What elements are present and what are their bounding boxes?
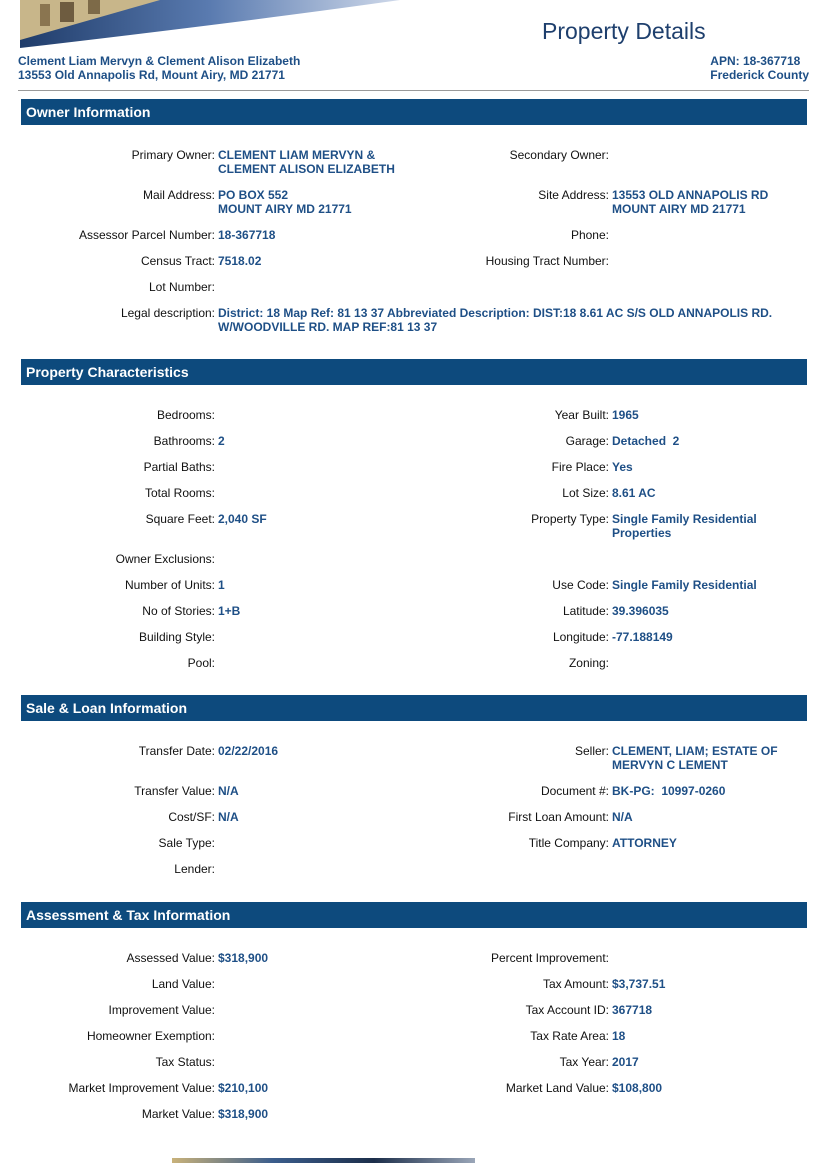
percent-improvement-label: Percent Improvement:	[490, 951, 609, 965]
seller-value	[612, 744, 778, 772]
transfer-value-value: N/A	[218, 784, 239, 798]
latitude-value: 39.396035	[612, 604, 669, 618]
section-header-property: Property Characteristics	[21, 359, 807, 385]
header-divider	[18, 90, 809, 91]
cost-sf-label: Cost/SF:	[168, 810, 215, 824]
site-address-label: Site Address:	[538, 188, 609, 202]
seller-label: Seller:	[574, 744, 609, 758]
site-address-line-1: 13553 OLD ANNAPOLIS RD	[612, 188, 769, 202]
legal-description-line-1: District: 18 Map Ref: 81 13 37 Abbreviated Description: DIST:18 8.61 AC S/S OLD ANNAPOLIS RD.	[218, 306, 773, 320]
fireplace-value: Yes	[612, 460, 633, 474]
title-company-label: Title Company:	[528, 836, 609, 850]
units-value: 1	[218, 578, 225, 592]
square-feet-label: Square Feet:	[145, 512, 215, 526]
longitude-value: -77.188149	[612, 630, 673, 644]
units-label: Number of Units:	[124, 578, 215, 592]
mail-address-value	[218, 188, 352, 216]
legal-description-value	[218, 306, 798, 334]
site-address-line-2: MOUNT AIRY MD 21771	[612, 202, 746, 216]
assessed-value-value: $318,900	[218, 951, 269, 965]
tax-year-value: 2017	[612, 1055, 639, 1069]
primary-owner-value	[218, 148, 395, 176]
market-value-value: $318,900	[218, 1107, 269, 1121]
mail-address-label: Mail Address:	[142, 188, 215, 202]
tax-amount-label: Tax Amount:	[542, 977, 609, 991]
header-banner-image	[0, 0, 400, 48]
transfer-date-value: 02/22/2016	[218, 744, 279, 758]
primary-owner-line-1: CLEMENT LIAM MERVYN &	[218, 148, 376, 162]
document-value: BK-PG: 10997-0260	[612, 784, 726, 798]
legal-description-line-2: W/WOODVILLE RD. MAP REF:81 13 37	[218, 320, 438, 334]
lot-size-label: Lot Size:	[562, 486, 609, 500]
longitude-label: Longitude:	[552, 630, 609, 644]
garage-value: Detached 2	[612, 434, 680, 448]
primary-owner-label: Primary Owner:	[131, 148, 215, 162]
lot-size-value: 8.61 AC	[612, 486, 656, 500]
bathrooms-label: Bathrooms:	[153, 434, 215, 448]
title-company-value: ATTORNEY	[612, 836, 677, 850]
market-land-label: Market Land Value:	[505, 1081, 609, 1095]
tax-status-label: Tax Status:	[155, 1055, 215, 1069]
transfer-date-label: Transfer Date:	[138, 744, 215, 758]
owner-exclusions-label: Owner Exclusions:	[115, 552, 215, 566]
section-header-sale: Sale & Loan Information	[21, 695, 807, 721]
page-title: Property Details	[542, 18, 706, 44]
transfer-value-label: Transfer Value:	[134, 784, 215, 798]
first-loan-label: First Loan Amount:	[508, 810, 609, 824]
tax-year-label: Tax Year:	[559, 1055, 609, 1069]
phone-label: Phone:	[570, 228, 609, 242]
housing-tract-label: Housing Tract Number:	[485, 254, 609, 268]
document-label: Document #:	[540, 784, 609, 798]
section-header-tax: Assessment & Tax Information	[21, 902, 807, 928]
property-type-line-2: Properties	[612, 526, 672, 540]
header-address: 13553 Old Annapolis Rd, Mount Airy, MD 21771	[18, 68, 285, 82]
tax-rate-area-value: 18	[612, 1029, 626, 1043]
latitude-label: Latitude:	[562, 604, 609, 618]
first-loan-value: N/A	[612, 810, 633, 824]
year-built-value: 1965	[612, 408, 639, 422]
square-feet-value: 2,040 SF	[218, 512, 267, 526]
header-owner-name: Clement Liam Mervyn & Clement Alison Elizabeth	[18, 54, 301, 68]
apn-value: 18-367718	[218, 228, 276, 242]
year-built-label: Year Built:	[554, 408, 609, 422]
bathrooms-value: 2	[218, 434, 225, 448]
sale-type-label: Sale Type:	[158, 836, 215, 850]
tax-rate-area-label: Tax Rate Area:	[530, 1029, 609, 1043]
mail-address-line-1: PO BOX 552	[218, 188, 289, 202]
lot-number-label: Lot Number:	[148, 280, 215, 294]
bedrooms-label: Bedrooms:	[156, 408, 215, 422]
property-type-line-1: Single Family Residential	[612, 512, 757, 526]
partial-baths-label: Partial Baths:	[143, 460, 215, 474]
header-county: Frederick County	[710, 68, 809, 82]
tax-account-value: 367718	[612, 1003, 653, 1017]
garage-label: Garage:	[565, 434, 609, 448]
fireplace-label: Fire Place:	[551, 460, 609, 474]
stories-value: 1+B	[218, 604, 241, 618]
census-tract-label: Census Tract:	[140, 254, 215, 268]
header-owner-block	[18, 54, 300, 82]
pool-label: Pool:	[187, 656, 215, 670]
market-value-label: Market Value:	[141, 1107, 215, 1121]
improvement-value-label: Improvement Value:	[108, 1003, 215, 1017]
legal-description-label: Legal description:	[120, 306, 215, 320]
seller-line-1: CLEMENT, LIAM; ESTATE OF	[612, 744, 778, 758]
mail-address-line-2: MOUNT AIRY MD 21771	[218, 202, 352, 216]
homeowner-exemption-label: Homeowner Exemption:	[86, 1029, 215, 1043]
stories-label: No of Stories:	[142, 604, 215, 618]
land-value-label: Land Value:	[151, 977, 215, 991]
assessed-value-label: Assessed Value:	[126, 951, 215, 965]
property-type-label: Property Type:	[531, 512, 609, 526]
total-rooms-label: Total Rooms:	[144, 486, 215, 500]
header-apn: APN: 18-367718	[710, 54, 801, 68]
property-type-value	[612, 512, 757, 540]
building-style-label: Building Style:	[138, 630, 215, 644]
primary-owner-line-2: CLEMENT ALISON ELIZABETH	[218, 162, 395, 176]
lender-label: Lender:	[174, 862, 215, 876]
secondary-owner-label: Secondary Owner:	[509, 148, 609, 162]
market-land-value: $108,800	[612, 1081, 663, 1095]
market-improvement-label: Market Improvement Value:	[68, 1081, 215, 1095]
seller-line-2: MERVYN C LEMENT	[612, 758, 728, 772]
use-code-label: Use Code:	[552, 578, 609, 592]
tax-account-label: Tax Account ID:	[525, 1003, 609, 1017]
section-header-owner: Owner Information	[21, 99, 807, 125]
tax-amount-value: $3,737.51	[612, 977, 666, 991]
census-tract-value: 7518.02	[218, 254, 262, 268]
footer-photo-strip	[172, 1158, 475, 1163]
use-code-value: Single Family Residential	[612, 578, 757, 592]
market-improvement-value: $210,100	[218, 1081, 269, 1095]
header-apn-block	[710, 54, 809, 82]
cost-sf-value: N/A	[218, 810, 239, 824]
zoning-label: Zoning:	[568, 656, 609, 670]
apn-label: Assessor Parcel Number:	[78, 228, 215, 242]
site-address-value	[612, 188, 768, 216]
